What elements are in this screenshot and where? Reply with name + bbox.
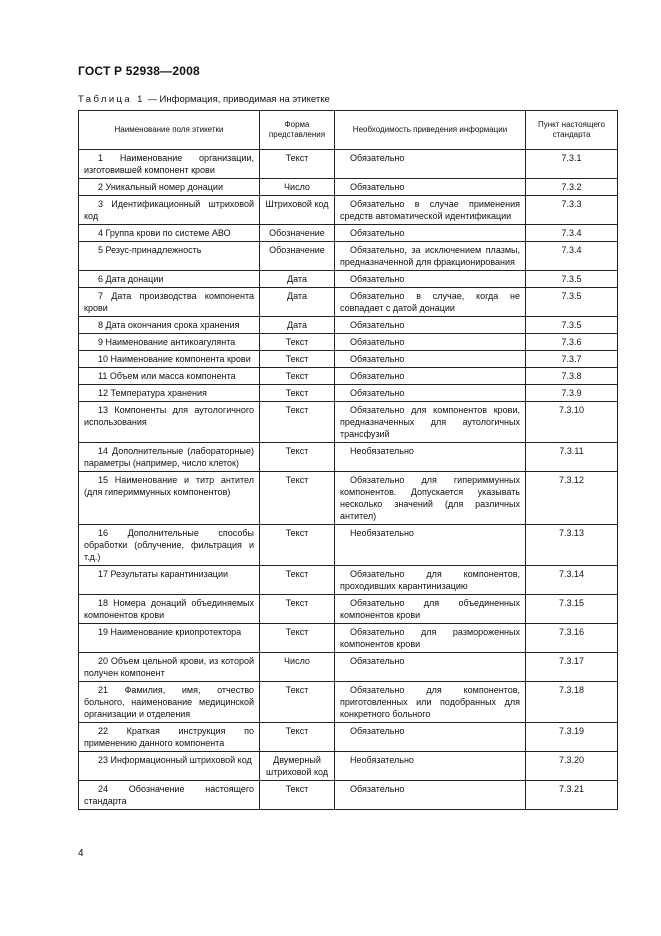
table-row — [79, 781, 618, 810]
cell-necessity: Обязательно — [335, 368, 526, 385]
table-row — [79, 368, 618, 385]
cell-necessity: Обязательно в случае, когда не совпадает с датой донации — [335, 288, 526, 317]
cell-field: 5 Резус-принадлежность — [79, 242, 260, 271]
cell-necessity: Обязательно для объединенных компонентов крови — [335, 595, 526, 624]
cell-clause: 7.3.15 — [526, 595, 618, 624]
cell-necessity: Обязательно для размороженных компонентов крови — [335, 624, 526, 653]
cell-form: Текст — [260, 595, 335, 624]
cell-field: 10 Наименование компонента крови — [79, 351, 260, 368]
cell-clause: 7.3.19 — [526, 723, 618, 752]
cell-field: 14 Дополнительные (лабораторные) параметры (например, число клеток) — [79, 443, 260, 472]
cell-necessity: Обязательно — [335, 317, 526, 334]
cell-clause: 7.3.7 — [526, 351, 618, 368]
cell-clause: 7.3.12 — [526, 472, 618, 525]
cell-form: Текст — [260, 566, 335, 595]
cell-clause: 7.3.3 — [526, 196, 618, 225]
cell-form: Текст — [260, 624, 335, 653]
cell-form: Дата — [260, 271, 335, 288]
cell-clause: 7.3.14 — [526, 566, 618, 595]
table-row — [79, 723, 618, 752]
cell-field: 4 Группа крови по системе АВО — [79, 225, 260, 242]
cell-form: Текст — [260, 334, 335, 351]
cell-field: 21 Фамилия, имя, отчество больного, наименование медицинской организации и отделения — [79, 682, 260, 723]
cell-necessity: Обязательно — [335, 385, 526, 402]
cell-form: Число — [260, 653, 335, 682]
cell-field: 1 Наименование организации, изготовившей компонент крови — [79, 150, 260, 179]
cell-form: Обозначение — [260, 242, 335, 271]
cell-field: 9 Наименование антикоагулянта — [79, 334, 260, 351]
column-header-field: Наименование поля этикетки — [79, 111, 260, 150]
cell-clause: 7.3.20 — [526, 752, 618, 781]
table-row — [79, 225, 618, 242]
document-header: ГОСТ Р 52938—2008 — [78, 64, 200, 78]
cell-field: 3 Идентификационный штриховой код — [79, 196, 260, 225]
cell-clause: 7.3.5 — [526, 271, 618, 288]
table-row — [79, 682, 618, 723]
cell-necessity: Обязательно — [335, 653, 526, 682]
cell-necessity: Обязательно — [335, 179, 526, 196]
page-number: 4 — [78, 848, 84, 859]
cell-clause: 7.3.18 — [526, 682, 618, 723]
cell-field: 7 Дата производства компонента крови — [79, 288, 260, 317]
cell-clause: 7.3.4 — [526, 242, 618, 271]
cell-form: Текст — [260, 472, 335, 525]
table-row — [79, 653, 618, 682]
table-header-row — [79, 111, 618, 150]
table-row — [79, 752, 618, 781]
cell-clause: 7.3.17 — [526, 653, 618, 682]
cell-necessity: Обязательно — [335, 271, 526, 288]
table-row — [79, 288, 618, 317]
table-row — [79, 402, 618, 443]
table-body — [79, 150, 618, 810]
cell-clause: 7.3.10 — [526, 402, 618, 443]
table-row — [79, 525, 618, 566]
cell-field: 16 Дополнительные способы обработки (облучение, фильтрация и т.д.) — [79, 525, 260, 566]
table-row — [79, 150, 618, 179]
cell-form: Текст — [260, 525, 335, 566]
cell-form: Текст — [260, 443, 335, 472]
cell-form: Текст — [260, 351, 335, 368]
cell-necessity: Обязательно — [335, 150, 526, 179]
column-header-clause: Пункт настоящего стандарта — [526, 111, 618, 150]
label-info-table — [78, 110, 618, 810]
table-row — [79, 624, 618, 653]
table-row — [79, 196, 618, 225]
cell-form: Текст — [260, 781, 335, 810]
cell-clause: 7.3.11 — [526, 443, 618, 472]
cell-necessity: Необязательно — [335, 752, 526, 781]
cell-clause: 7.3.13 — [526, 525, 618, 566]
cell-necessity: Обязательно для компонентов, приготовленных или подобранных для конкретного больного — [335, 682, 526, 723]
column-header-necessity: Необходимость приведения информации — [335, 111, 526, 150]
cell-field: 13 Компоненты для аутологичного использования — [79, 402, 260, 443]
table-caption — [78, 94, 330, 105]
cell-necessity: Обязательно — [335, 723, 526, 752]
table-row — [79, 566, 618, 595]
cell-field: 12 Температура хранения — [79, 385, 260, 402]
cell-necessity: Обязательно, за исключением плазмы, предназначенной для фракционирования — [335, 242, 526, 271]
cell-form: Обозначение — [260, 225, 335, 242]
cell-necessity: Обязательно для компонентов, проходивших карантинизацию — [335, 566, 526, 595]
table-row — [79, 351, 618, 368]
column-header-form: Форма представления — [260, 111, 335, 150]
table-row — [79, 179, 618, 196]
cell-field: 20 Объем цельной крови, из которой получен компонент — [79, 653, 260, 682]
cell-field: 22 Краткая инструкция по применению данного компонента — [79, 723, 260, 752]
cell-clause: 7.3.4 — [526, 225, 618, 242]
table-caption-text: — Информация, приводимая на этикетке — [144, 94, 330, 105]
cell-clause: 7.3.21 — [526, 781, 618, 810]
cell-necessity: Обязательно — [335, 351, 526, 368]
table-row — [79, 334, 618, 351]
cell-clause: 7.3.8 — [526, 368, 618, 385]
cell-necessity: Необязательно — [335, 525, 526, 566]
table-row — [79, 242, 618, 271]
cell-field: 11 Объем или масса компонента — [79, 368, 260, 385]
table-row — [79, 472, 618, 525]
cell-form: Дата — [260, 288, 335, 317]
cell-necessity: Обязательно для компонентов крови, предназначенных для аутологичных трансфузий — [335, 402, 526, 443]
table-caption-label: Таблица 1 — [78, 94, 145, 105]
cell-field: 18 Номера донаций объединяемых компонентов крови — [79, 595, 260, 624]
cell-form: Текст — [260, 368, 335, 385]
table-row — [79, 595, 618, 624]
cell-clause: 7.3.5 — [526, 317, 618, 334]
cell-necessity: Обязательно в случае применения средств автоматической идентификации — [335, 196, 526, 225]
cell-clause: 7.3.9 — [526, 385, 618, 402]
cell-necessity: Обязательно для гипериммунных компонентов. Допускается указывать несколько значений (для различных антител) — [335, 472, 526, 525]
cell-form: Дата — [260, 317, 335, 334]
cell-form: Текст — [260, 385, 335, 402]
cell-clause: 7.3.16 — [526, 624, 618, 653]
cell-form: Текст — [260, 150, 335, 179]
cell-necessity: Обязательно — [335, 225, 526, 242]
table-row — [79, 271, 618, 288]
cell-form: Текст — [260, 402, 335, 443]
cell-field: 2 Уникальный номер донации — [79, 179, 260, 196]
table-row — [79, 385, 618, 402]
cell-clause: 7.3.5 — [526, 288, 618, 317]
cell-field: 23 Информационный штриховой код — [79, 752, 260, 781]
cell-form: Текст — [260, 723, 335, 752]
cell-clause: 7.3.6 — [526, 334, 618, 351]
cell-necessity: Необязательно — [335, 443, 526, 472]
cell-form: Штриховой код — [260, 196, 335, 225]
cell-field: 19 Наименование криопротектора — [79, 624, 260, 653]
cell-form: Текст — [260, 682, 335, 723]
cell-form: Двумерный штриховой код — [260, 752, 335, 781]
cell-necessity: Обязательно — [335, 334, 526, 351]
table-row — [79, 443, 618, 472]
cell-clause: 7.3.2 — [526, 179, 618, 196]
cell-field: 24 Обозначение настоящего стандарта — [79, 781, 260, 810]
cell-field: 17 Результаты карантинизации — [79, 566, 260, 595]
cell-field: 8 Дата окончания срока хранения — [79, 317, 260, 334]
cell-field: 15 Наименование и титр антител (для гипериммунных компонентов) — [79, 472, 260, 525]
cell-necessity: Обязательно — [335, 781, 526, 810]
cell-field: 6 Дата донации — [79, 271, 260, 288]
table-row — [79, 317, 618, 334]
cell-form: Число — [260, 179, 335, 196]
cell-clause: 7.3.1 — [526, 150, 618, 179]
